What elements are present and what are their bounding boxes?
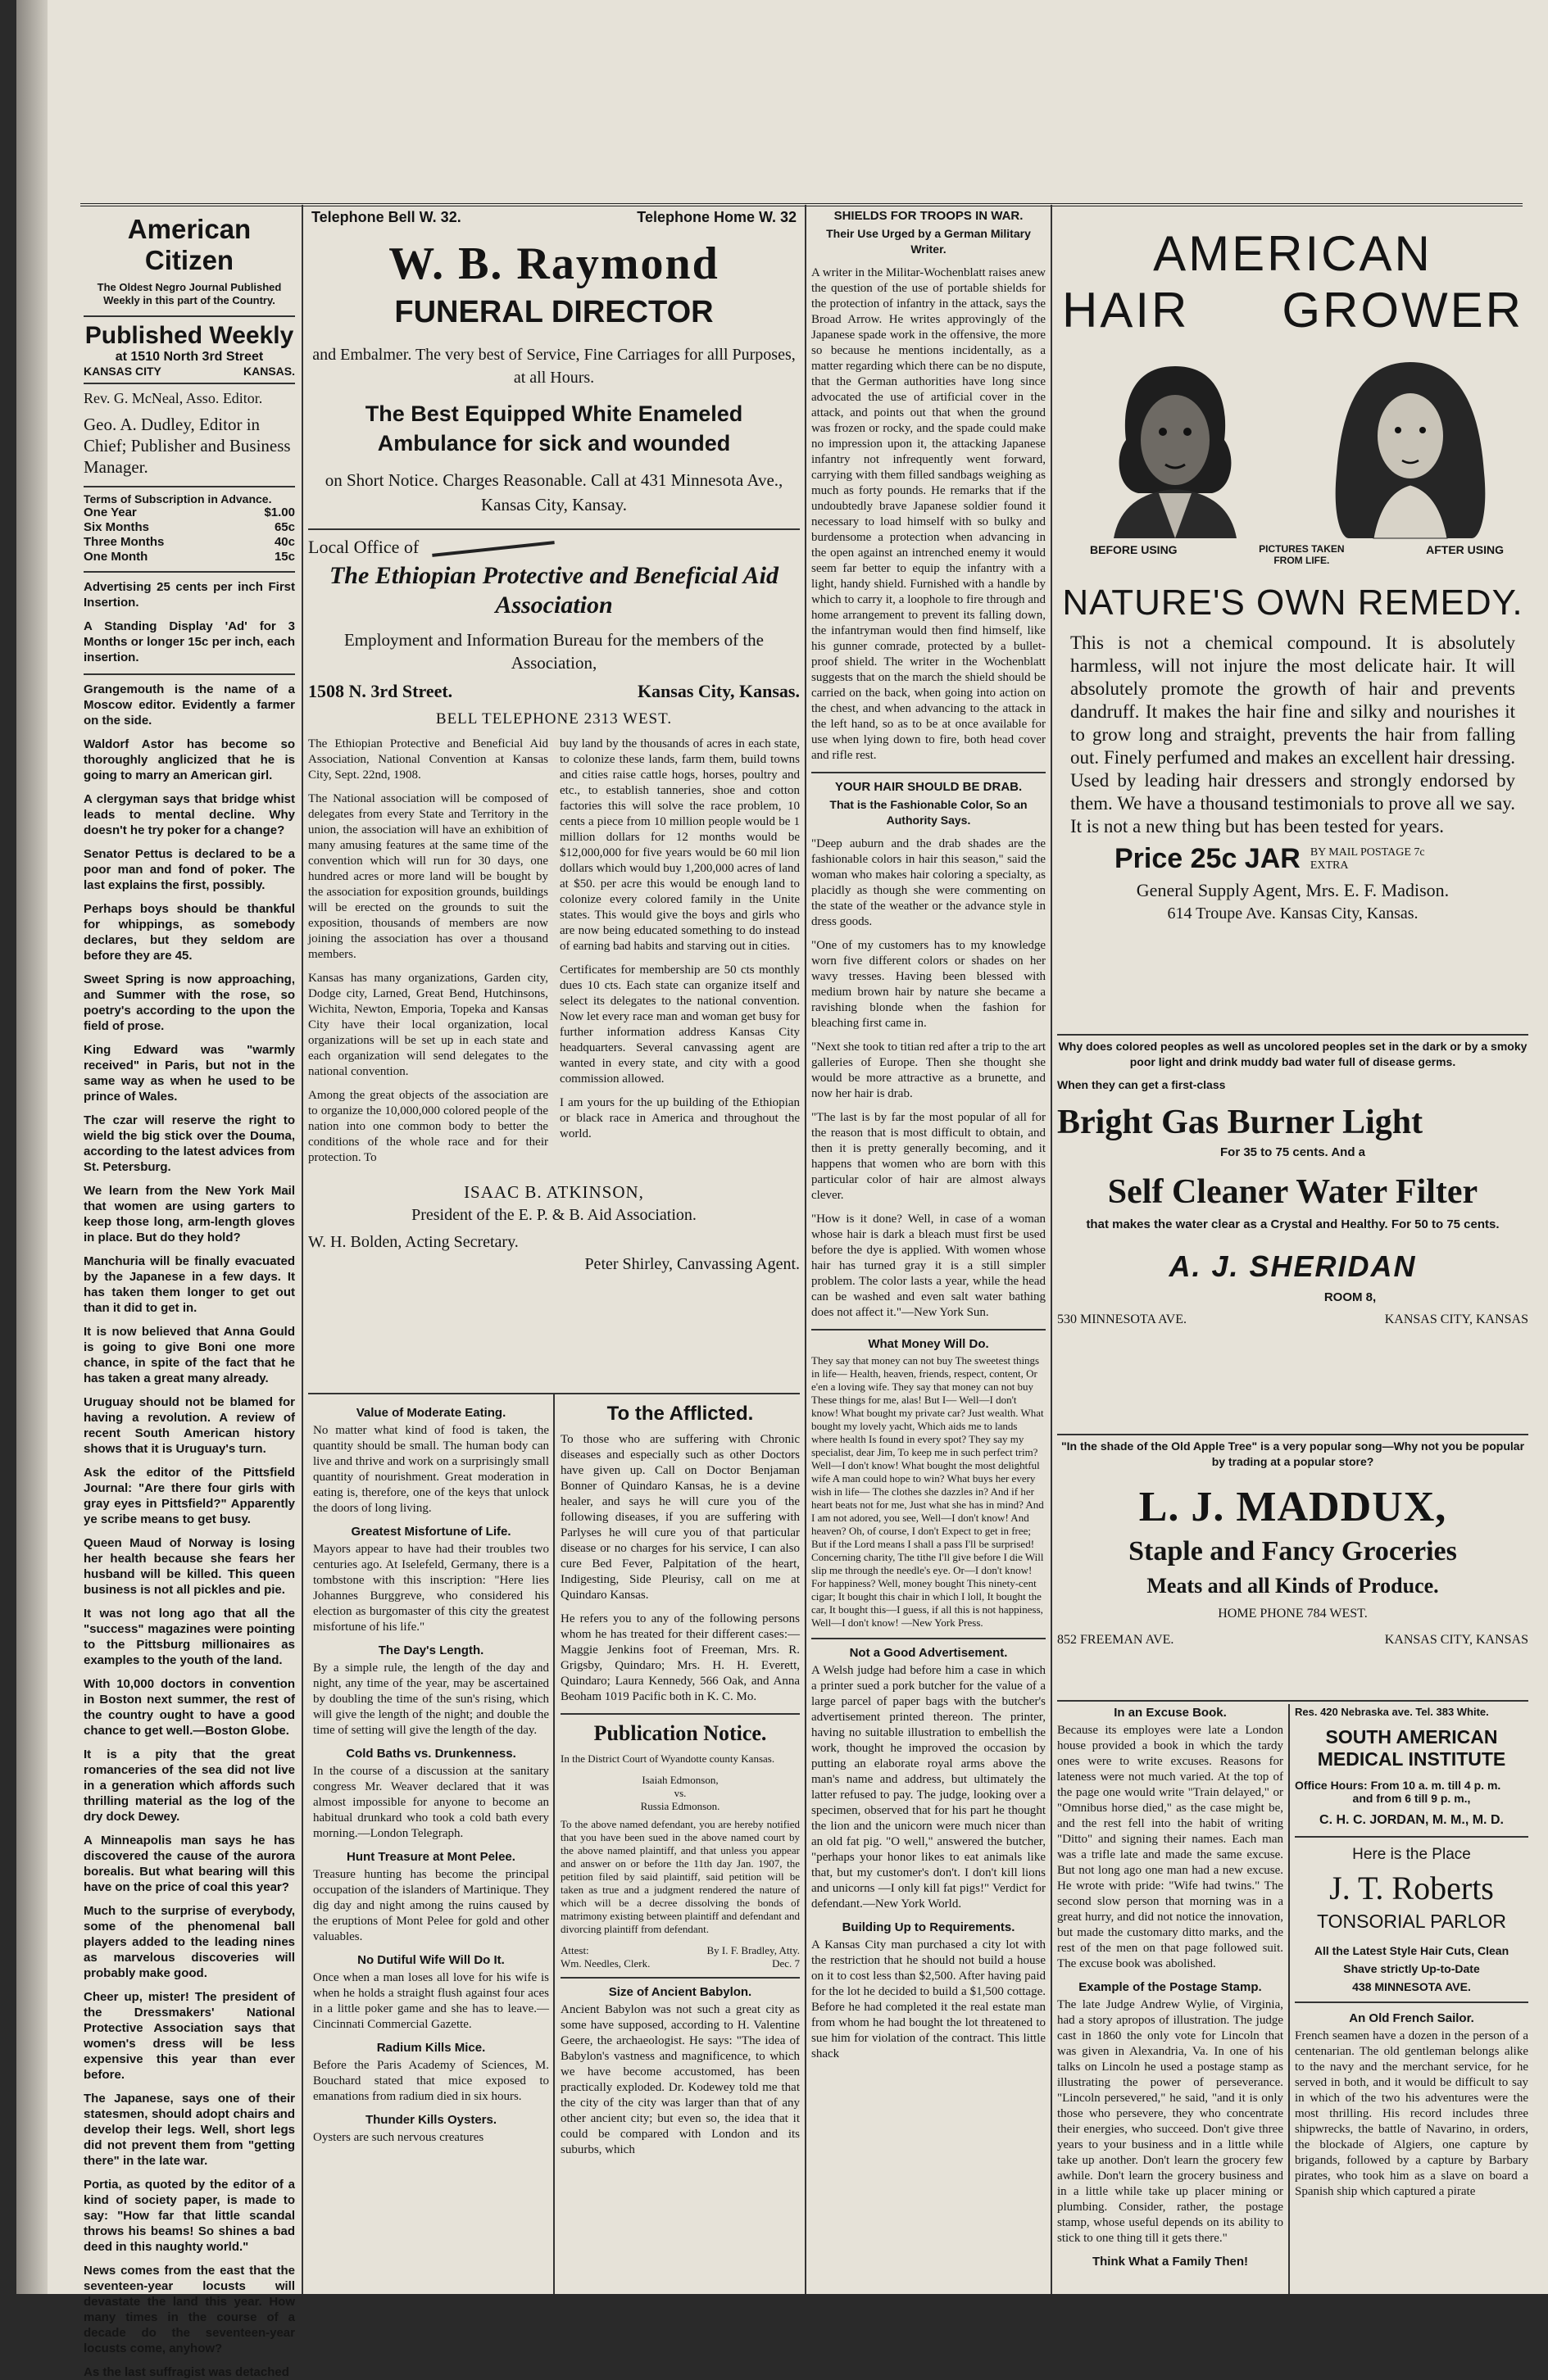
excuse-body: Because its employes were late a London house provided a book in which the tardy ones were to write excuses. Reasons for lateness were not much varied. At the top of the page one would write "Train delayed," or "Omnibus horse died," as the case might be, and the rest fell into the habit of writing "Ditto" and signing their names. Each man was a trifle late and made the same excuse. But not long ago one man had a new excuse. He wrote with pride: "Wife had twins." The second slow person that morning was in a great hurry, and did not notice the innovation, but made the customary ditto marks, and the rest of the men on that page followed suit. The excuse book was abolished. (1057, 1724, 1283, 1970)
article-body: No matter what kind of food is taken, the quantity should be small. The human body can live and thrive and work on a surprisingly small quantity of nourishment. Great moderation in eating is, therefore, one of the keys that unlock the doors of long living. (313, 1424, 549, 1515)
paragraph: I am yours for the up building of the Ethiopian or black race in America and throughout the world. (560, 1096, 800, 1140)
publication-title: Publication Notice. (593, 1721, 767, 1745)
hair-title-2b: GROWER (1282, 283, 1523, 338)
terms-title: Terms of Subscription in Advance. (84, 492, 272, 505)
ethiopian-phone: BELL TELEPHONE 2313 WEST. (435, 710, 673, 728)
sailor-headline: An Old French Sailor. (1349, 2011, 1474, 2025)
top-rule (80, 203, 1523, 206)
roberts-here: Here is the Place (1352, 1846, 1471, 1863)
publication-defendant: Russia Edmonson. (640, 1800, 720, 1812)
list-item: As the last suffragist was detached (84, 2365, 289, 2379)
raymond-line1: and Embalmer. The very best of Service, Fine Carriages for alll Purposes, at all Hours. (312, 346, 796, 387)
list-item: It is a pity that the great romanceries of the sea did not live in a generation which affords such thrilling material as the log of the dry dock Dewey. (84, 1748, 295, 1824)
masthead-title: American Citizen (127, 214, 252, 275)
paragraph: Certificates for membership are 50 cts monthly dues 10 cts. Each state can organize itself and select its delegates to the national convention. Now let every race man and woman get busy for further information address Kansas City headquarters. Several canvassing agent are wanted in every state, and city with a good commission allowed. (560, 963, 800, 1086)
divider (1057, 1700, 1528, 1702)
publication-attest: Attest: (561, 1944, 589, 1956)
maddux-line1: Staple and Fancy Groceries (1128, 1536, 1457, 1566)
hair-title-2a: HAIR (1062, 283, 1190, 338)
column-rule (1288, 1704, 1290, 2294)
babylon-body: Ancient Babylon was not such a great city as some have supposed, according to H. Valentine Geere, the archaeologist. He says: "The idea of Babylon's vastness and magnificence, to which we have become accustomed, has been practically exploded. Dr. Kodewey told me that the city of the city was larger than that of any other ancient city; but even so, the idea that it could be compared with London and its suburbs, which (561, 2003, 800, 2156)
article-headline: Value of Moderate Eating. (356, 1406, 506, 1420)
caption-before: BEFORE USING (1090, 543, 1178, 556)
after-portrait-image (1316, 350, 1505, 538)
short-items-column (313, 1399, 549, 2294)
masthead-city (84, 365, 295, 378)
institute-hours1: Office Hours: From 10 a. m. till 4 p. m. (1295, 1779, 1501, 1792)
publication-vs: vs. (674, 1787, 687, 1799)
article-body: Once when a man loses all love for his wife is when he holds a straight flush against four aces in a little poker game and she has to leave.—Cincinnati Commercial Gazette. (313, 1971, 549, 2031)
divider (561, 1977, 800, 1979)
paragraph: The National association will be composed of delegates from every State and Territory in the union, the association will have an exhibition of many amusing features at the same time of the convention which will run for 30 days, one hundred acres or more land will be bought by the association for exposition grounds, buildings will be erected on the grounds to suit the exposition, thousands of members are now joining the association has over a thousand members. (308, 792, 548, 961)
advertising-rate: Advertising 25 cents per inch First Insertion. (84, 580, 295, 610)
article-body: Treasure hunting has become the principal occupation of the islanders of Martinique. They dig day and night among the ruins caused by the eruptions of Mont Pelee for gold and other valuables. (313, 1868, 549, 1943)
maddux-city: KANSAS CITY, KANSAS (1384, 1633, 1528, 1647)
list-item: News comes from the east that the seventeen-year locusts will devastate the land this year. How many times in the course of a decade do the seventeen-year locusts come, anyhow? (84, 2264, 295, 2355)
published-weekly: Published Weekly (84, 322, 294, 349)
divider (811, 1329, 1046, 1331)
caption-middle: PICTURES TAKEN FROM LIFE. (1259, 543, 1345, 566)
hair-body: This is not a chemical compound. It is absolutely harmless, will not injure the most delicate hair. It will absolutely promote the growth of hair and prevents dandruff. It makes the hair fine and silky and nourishes it to grow long and straight, prevents the hair from falling out. Finely perfumed and makes an excellent hair dressing. Used by leading hair dressers and strongly endorsed by them. We have a thousand testimonials to prove all we say. It is not a new thing but has been tested for years. (1070, 632, 1515, 836)
shields-body: A writer in the Militar-Wochenblatt raises anew the question of the use of portable shields for the protection of infantry in the attack, says the Broad Arrow. He writes approvingly of the Japanese spade work in the offensive, the more so because he mentions incidentally, as a matter regarding which there can be no dispute, that the German authorities have long since advocated the use of artificial cover in the attack, and points out that when the ground was frozen or rocky, and the spade could make no impression upon it, the attacking Japanese infantry not infrequently went forward, carrying with them filled sandbags weighing as much as forty pounds. He remarks that if the undoubtedly brave Japanese soldier found it necessary to load himself with so bulky and burdensome a protection when advancing in the open against an intrenched enemy it would seem far better to equip the infantry with a light, handy shield. Furnished with a handle by which to carry it, a loophole to fire through and home arrangement to prevent its falling down, the infantryman would then find himself, like his gunner comrade, protected by a bullet-proof shield. The writer in the Wochenblatt suggests that on the march the shield should be carried on the back, when going into action on the chest, and when advancing to the attack in the left hand, so as to be at once available for use when lying down to fire, both head cover and rifle rest. (811, 266, 1046, 762)
paragraph: Kansas has many organizations, Garden city, Dodge city, Larned, Great Bend, Hutchinsons, Wichita, Newton, Emporia, Topeka and Kansas City have their local organization, local organizations will be set up in each state and each organization will send delegates to the national convention. (308, 972, 548, 1078)
list-item: A clergyman says that bridge whist leads to mental decline. Why doesn't he try poker for a change? (84, 792, 295, 837)
raymond-line3: on Short Notice. Charges Reasonable. Call at 431 Minnesota Ave., Kansas City, Kansay. (325, 470, 783, 515)
caption-after: AFTER USING (1426, 543, 1504, 556)
list-item: Portia, as quoted by the editor of a kind of society paper, is made to say: "How far that little scandal throws his beams! So shines a bad deed in this naughty world." (84, 2178, 295, 2254)
roberts-line2: Shave strictly Up-to-Date (1343, 1962, 1480, 1975)
table-row: One Year $1.00 (84, 505, 295, 519)
maddux-name: L. J. MADDUX, (1138, 1484, 1447, 1530)
table-row: Three Months 40c (84, 535, 295, 549)
institute-res: Res. 420 Nebraska ave. Tel. 383 White. (1295, 1706, 1489, 1718)
page-binding-edge (16, 0, 48, 2294)
portrait-captions (1090, 543, 1504, 566)
ethiopian-body-left (308, 737, 548, 1174)
afflicted-body: To those who are suffering with Chronic diseases and especially such as other Doctors have given up. Call on Doctor Benjaman Bonner of Quindaro Kansas, he is a devine healer, and says he will cure you of the following diseases, if you are suffering with Parlyses he will cure you of that particular disease or no charges for his service, I can also cure Bed Fever, Palpitation of the heart, Indigesting, Side Pleurisy, call on me at Quindaro Kansas. (561, 1433, 800, 1602)
phone-bell: Telephone Bell W. 32. (311, 209, 461, 225)
publication-court: In the District Court of Wyandotte county Kansas. (561, 1752, 775, 1765)
list-item: We learn from the New York Mail that women are using garters to keep those long, arm-length gloves in place. But do they hold? (84, 1184, 295, 1244)
list-item: It was not long ago that all the "success" magazines were pointing to the Pittsburg millionaires as examples to the youth of the land. (84, 1607, 295, 1667)
article-body: Before the Paris Academy of Sciences, M. Bouchard stated that mice exposed to emanations from radium died in six hours. (313, 2059, 549, 2103)
column-rule (1051, 205, 1052, 2294)
article-headline: Cold Baths vs. Drunkenness. (346, 1747, 516, 1761)
list-item: Senator Pettus is declared to be a poor man and fond of poker. The last explains the first, possibly. (84, 847, 295, 892)
divider (84, 315, 295, 317)
sheridan-ad (1057, 1039, 1528, 1465)
ethiopian-address-row (308, 681, 800, 702)
list-item: Grangemouth is the name of a Moscow editor. Evidently a farmer on the side. (84, 682, 295, 728)
table-row: Six Months 65c (84, 520, 295, 534)
maddux-intro: "In the shade of the Old Apple Tree" is a very popular song—Why not you be popular by trading at a popular store? (1060, 1439, 1525, 1468)
article-body: Mayors appear to have had their troubles two centuries ago. At Iselefeld, Germany, there is a tombstone with this inscription: "Here lies Johannes Burggreve, who considered his election as burgomaster of this city the greatest misfortune of his life." (313, 1543, 549, 1634)
shields-headline: SHIELDS FOR TROOPS IN WAR. (833, 209, 1024, 223)
sheridan-product1: Bright Gas Burner Light (1057, 1104, 1423, 1141)
sailor-body: French seamen have a dozen in the person of a centenarian. The old gentleman belongs alike to the navy and the merchant service, for he served in both, and it would be difficult to say in which of the two his adventures were the most thrilling. His record includes three shipwrecks, the battle of Navarino, in orders, the blockade of Algiers, one capture by brigands, followed by a capture by Barbary pirates, who took him as a slave on board a Spanish ship which captured a pirate (1295, 2029, 1528, 2198)
article-headline: No Dutiful Wife Will Do It. (357, 1953, 505, 1967)
acting-secretary: W. H. Bolden, Acting Secretary. (308, 1233, 519, 1251)
roberts-address: 438 MINNESOTA AVE. (1352, 1980, 1471, 1993)
publication-by: By I. F. Bradley, Atty. (706, 1944, 800, 1956)
column-rule (553, 1393, 555, 2294)
article-body: In the course of a discussion at the sanitary congress Mr. Weaver declared that it was almost impossible for anyone to become an habitual drunkard who took a cold bath every morning.—London Telegraph. (313, 1765, 549, 1840)
roberts-title: TONSORIAL PARLOR (1317, 1911, 1506, 1932)
raymond-title: FUNERAL DIRECTOR (394, 295, 714, 329)
masthead-column (84, 209, 295, 2379)
divider (84, 486, 295, 487)
sheridan-clear: that makes the water clear as a Crystal and Healthy. For 50 to 75 cents. (1086, 1217, 1500, 1231)
flourish-icon (432, 541, 555, 557)
ethiopian-address: 1508 N. 3rd Street. (308, 681, 453, 701)
list-item: A Minneapolis man says he has discovered the cause of the aurora borealis. But what bearing will this have on the price of coal this year? (84, 1834, 295, 1894)
building-headline: Building Up to Requirements. (842, 1920, 1015, 1934)
divider (1057, 1034, 1528, 1036)
not-good-headline: Not a Good Advertisement. (849, 1646, 1008, 1660)
divider (308, 528, 800, 530)
article-body: By a simple rule, the length of the day and night, any time of the year, may be ascertained by doubling the time of the sun's rising, which will give the length of the night; and double the time of setting will give the length of the day. (313, 1661, 549, 1737)
paragraph: buy land by the thousands of acres in each state, to colonize these lands, farm them, build towns and cities raise cattle hogs, horses, poultry and etc., to establish tanneries, shoe and cotton factories this will solve the race problem, 10 cents a piece from 10 million people would be 1 million dollars for 12 months would be $12,000,000 for five years would be 60 mil lion dollars which would buy 1,200,000 acres of land at $50. per acre this would be enough land to colonize every colored family in the Unite states. This would give the boys and girls who are now being educated something to do instead of earning bad habits and starving out in cities. (560, 737, 800, 953)
article-headline: Hunt Treasure at Mont Pelee. (347, 1850, 515, 1864)
list-item: Queen Maud of Norway is losing her health because she fears her husband will be killed. This queen business is not all pickles and pie. (84, 1536, 295, 1597)
maddux-phone: HOME PHONE 784 WEST. (1218, 1607, 1368, 1621)
list-item: Much to the surprise of everybody, some of the phenomenal ball players added to the leading nines as marvelous discoveries will probably make good. (84, 1904, 295, 1980)
phone-home: Telephone Home W. 32 (637, 209, 797, 225)
ethiopian-city: Kansas City, Kansas. (637, 681, 800, 701)
maddux-address: 852 FREEMAN AVE. (1057, 1633, 1174, 1647)
list-item: Perhaps boys should be thankful for whippings, as somebody declares, but they seldom are before they are 45. (84, 902, 295, 963)
publication-clerk: Wm. Needles, Clerk. (561, 1957, 651, 1970)
afflicted-title: To the Afflicted. (606, 1403, 754, 1425)
shields-subhead: Their Use Urged by a German Military Writer. (826, 227, 1031, 256)
news-items (84, 682, 295, 2380)
standing-ad-rate: A Standing Display 'Ad' for 3 Months or longer 15c per inch, each insertion. (84, 619, 295, 664)
sheridan-price1: For 35 to 75 cents. And a (1220, 1145, 1365, 1159)
hair-address: 614 Troupe Ave. Kansas City, Kansas. (1167, 904, 1419, 923)
article-headline: Greatest Misfortune of Life. (351, 1525, 511, 1539)
institute-roberts-column (1295, 1706, 1528, 2294)
institute-doctor: C. H. C. JORDAN, M. M., M. D. (1319, 1813, 1504, 1827)
masthead-tagline: The Oldest Negro Journal Published Weekly in this part of the Country. (97, 281, 282, 306)
institute-hours2: and from 6 till 9 p. m., (1352, 1792, 1471, 1805)
notices-column (561, 1399, 800, 2294)
column-rule (302, 205, 303, 2294)
article-headline: Radium Kills Mice. (376, 2041, 486, 2055)
sheridan-address-row (1057, 1312, 1528, 1327)
articles-column (811, 209, 1046, 2294)
raymond-phones (311, 209, 797, 226)
stamp-body: The late Judge Andrew Wylie, of Virginia, had a story apropos of illustration. The judge cast in 1860 the only vote for Lincoln that was given in Alexandria, Va. In one of his talks on Lincoln he used a postage stamp as illustrating the power of perseverance. "Lincoln persevered," he said, "and it is only those who persevere, they who concentrate their energies, who succeed. Don't give three years to your business and in a little while take up another. Don't learn the grocery few awhile. Don't learn the grocery business and in a little while take up placer mining or plumbing. Consider, rather, the postage stamp, whose useful depends on its ability to stick to one thing till it gets there." (1057, 1998, 1283, 2245)
institute-name2: MEDICAL INSTITUTE (1317, 1748, 1506, 1770)
publication-clerk-row (561, 1957, 800, 1970)
canvassing-agent: Peter Shirley, Canvassing Agent. (584, 1255, 800, 1273)
sheridan-product2: Self Cleaner Water Filter (1107, 1173, 1478, 1211)
maddux-line2: Meats and all Kinds of Produce. (1146, 1574, 1439, 1598)
column-rule (805, 205, 806, 2294)
publication-date: Dec. 7 (772, 1957, 800, 1970)
list-item: With 10,000 doctors in convention in Boston next summer, the rest of the country ought to have a good chance to get well.—Boston Globe. (84, 1677, 295, 1738)
publication-plaintiff: Isaiah Edmonson, (642, 1774, 719, 1786)
paragraph: Among the great objects of the association are to organize the 10,000,000 colored people of the nation into one common body to better the conditions of the whole race and for their protection. To (308, 1089, 548, 1164)
assoc-editor: Rev. G. McNeal, Asso. Editor. (84, 390, 263, 406)
family-headline: Think What a Family Then! (1092, 2255, 1248, 2269)
local-office-label: Local Office of (308, 537, 420, 557)
paragraph: "The last is by far the most popular of all for the reason that is most difficult to obtain, and then it is pretty generally becoming, and it happens that women who are born with this particular color of hair are almost always clever. (811, 1111, 1046, 1202)
paragraph: "Next she took to titian red after a trip to the art galleries of Europe. Then she thought she would be more attractive as a brunette, and now her hair is drab. (811, 1040, 1046, 1100)
divider (811, 772, 1046, 773)
divider (1057, 1434, 1528, 1435)
hair-remedy: NATURE'S OWN REMEDY. (1062, 583, 1523, 623)
paragraph: "How is it done? Well, in case of a woman whose hair is dark a bleach must first be used before the dye is applied. With women whose hair has turned gray it is a still simpler problem. The color lasts a year, while the head can be washed and even salt water bathing does not affect it."—New York Sun. (811, 1213, 1046, 1319)
maddux-ad (1057, 1439, 1528, 1701)
paragraph: "One of my customers has to my knowledge worn five different colors or shades on her wavy tresses. Having been blessed with medium brown hair by nature she became a ravishing blonde when the fashion for bleaching first came in. (811, 939, 1046, 1030)
divider (84, 383, 295, 384)
list-item: Waldorf Astor has become so thoroughly anglicized that he is going to marry an American girl. (84, 737, 295, 782)
list-item: The czar will reserve the right to wield the big stick over the Douma, according to the latest advices from St. Petersburg. (84, 1113, 295, 1174)
divider (561, 1713, 800, 1715)
money-headline: What Money Will Do. (868, 1337, 989, 1351)
divider (84, 571, 295, 573)
signer-name: ISAAC B. ATKINSON, (464, 1182, 644, 1202)
divider (1295, 2001, 1528, 2003)
list-item: King Edward was "warmly received" in Paris, but not in the same way as when he used to be prince of Wales. (84, 1043, 295, 1104)
paragraph: "Deep auburn and the drab shades are the fashionable colors in hair this season," said the woman who makes hair coloring a specialty, as placidly as though she were commenting on the state of the weather or the advance style in dress goods. (811, 837, 1046, 928)
money-poem: They say that money can not buy The sweetest things in life— Health, heaven, friends, respect, content, Or e'en a loving wife. They say that money can not buy These things for me, alas! But I— Well—I don't know! What bought my private car? Just wealth. What bought my lovely yacht, Which aids me to lands where health Is found in every spot? They say my specialist, dear Jim, To keep me in such perfect trim? Well—I don't know! What bought the most delightful wife A man could hope to win? What buys her every wish in life— The clothes she dazzles in? And if her heart beats not for me, Just what she has in mind? And I am not adored, you see, Well—I don't know! And heaven? Oh, of course, I don't Expect to get in free; But if the Lord means I shall a pass I'll be surprised! Concerning charity, The tithe I'll give before I die Will slip me through the needle's eye. Or—I don't know! For happiness? Well, money bought This ninety-cent cigar; It bought this chair in which I loll, It bought the car, It bought this—I guess, if all this is not happiness, Well—I don't know! —New York Press. (811, 1354, 1044, 1629)
roberts-name: J. T. Roberts (1329, 1870, 1494, 1906)
local-office (308, 537, 800, 558)
list-item: It is now believed that Anna Gould is going to give Boni one more chance, in spite of the fact that he has taken a great many already. (84, 1325, 295, 1385)
hair-mail: BY MAIL POSTAGE 7c EXTRA (1310, 845, 1425, 872)
publication-body: To the above named defendant, you are hereby notified that you have been sued in the above named court by the above named plaintiff, and that unless you appear and answer on or before the 11th day Jan. 1907, the petition filed by said plaintiff, said petition will be taken as true and a judgment rendered the nature of which will be a decree dissolving the bonds of matrimony existing between plaintiff and defendant and divorcing plaintiff from defendant. (561, 1818, 800, 1935)
divider (1295, 1836, 1528, 1838)
article-headline: Thunder Kills Oysters. (365, 2113, 497, 2127)
sheridan-when: When they can get a first-class (1057, 1078, 1226, 1091)
ethiopian-body (308, 737, 800, 1174)
stamp-headline: Example of the Postage Stamp. (1078, 1980, 1262, 1994)
divider (308, 1393, 800, 1394)
article-body: Oysters are such nervous creatures (313, 2131, 484, 2144)
drab-headline: YOUR HAIR SHOULD BE DRAB. (834, 780, 1023, 794)
before-portrait-image (1081, 350, 1269, 538)
ethiopian-employment: Employment and Information Bureau for the members of the Association, (343, 630, 765, 673)
roberts-line1: All the Latest Style Hair Cuts, Clean (1314, 1944, 1509, 1957)
city-right: KANSAS. (243, 365, 295, 378)
list-item: Cheer up, mister! The president of the Dressmakers' National Protective Association says that women's dress will be less expensive this year than ever before. (84, 1990, 295, 2082)
ethiopian-title: The Ethiopian Protective and Beneficial Aid Association (329, 562, 779, 619)
raymond-line2: The Best Equipped White Enameled Ambulance for sick and wounded (365, 401, 743, 456)
subscription-table (84, 505, 295, 564)
sheridan-room: ROOM 8, (1323, 1290, 1377, 1304)
paragraph: The Ethiopian Protective and Beneficial Aid Association, National Convention at Kansas City, Sept. 22nd, 1908. (308, 737, 548, 782)
masthead-address: at 1510 North 3rd Street (115, 350, 264, 364)
divider (811, 1638, 1046, 1639)
sheridan-address: 530 MINNESOTA AVE. (1057, 1312, 1187, 1326)
list-item: Manchuria will be finally evacuated by the Japanese in a few days. It has taken them longer to get out than it did to get in. (84, 1254, 295, 1315)
sheridan-intro: Why does colored peoples as well as uncolored peoples set in the dark or by a smoky poor light and drink muddy bad water full of disease germs. (1058, 1040, 1528, 1068)
editor-in-chief: Geo. A. Dudley, Editor in Chief; Publisher and Business Manager. (84, 415, 291, 477)
portraits-row (1057, 350, 1528, 538)
hair-title-row (1062, 282, 1523, 338)
list-item: The Japanese, says one of their statesmen, should adopt chairs and develop their legs. Well, short legs did not prevent them from "getting there" in the late war. (84, 2092, 295, 2168)
excuse-headline: In an Excuse Book. (1114, 1706, 1227, 1720)
hair-agent: General Supply Agent, Mrs. E. F. Madison. (1136, 880, 1450, 900)
sheridan-city: KANSAS CITY, KANSAS (1384, 1312, 1528, 1326)
list-item: Sweet Spring is now approaching, and Summer with the rose, so poetry's according to the upon the field of prose. (84, 972, 295, 1033)
article-headline: The Day's Length. (378, 1643, 484, 1657)
list-item: Ask the editor of the Pittsfield Journal: "Are there four girls with gray eyes in Pittsfield?" Apparently ye scribe means to get busy. (84, 1466, 295, 1526)
babylon-headline: Size of Ancient Babylon. (608, 1985, 752, 1999)
list-item: Uruguay should not be blamed for having a revolution. A review of recent South American history shows that it is Uruguay's turn. (84, 1395, 295, 1456)
newspaper-page (16, 0, 1548, 2379)
institute-name1: SOUTH AMERICAN (1325, 1726, 1498, 1748)
maddux-address-row (1057, 1633, 1528, 1648)
hair-price: Price 25c JAR (1114, 843, 1301, 874)
building-body: A Kansas City man purchased a city lot with the restriction that he should not build a house on it to cost less than $2,500. After having paid for the lot he decided to build a $1,500 cottage. Before he had completed it the real estate man from whom he had bought the lot threatened to sue him for violation of the contract. This little shack (811, 1938, 1046, 2060)
hair-title-1: AMERICAN (1153, 226, 1432, 281)
excuse-stamp-column (1057, 1706, 1283, 2294)
afflicted-references: He refers you to any of the following persons whom he has treated for their different cases:—Maggie Jenkins foot of Freeman, Mrs. R. Grigsby, Quindaro; Mrs. H. H. Everett, Quindaro; Laura Kennedy, 566 Oak, and Anna Beoham 1019 Pacific both in K. C. Mo. (561, 1612, 800, 1703)
raymond-ethiopian-column (308, 209, 800, 1389)
signer-title: President of the E. P. & B. Aid Association. (411, 1206, 697, 1224)
hair-price-row (1114, 843, 1528, 875)
hair-grower-ad (1057, 209, 1528, 1028)
not-good-body: A Welsh judge had before him a case in which a printer sued a pork butcher for the value of a large parcel of paper bags with the butcher's advertisement printed thereon. The printer, having no suitable illustration to embellish the work, thought he improved the occasion by putting an elaborate royal arms above the man's name and address, but ultimately the latter refused to pay. The judge, looking over a specimen, observed that for his part he thought the lion and the unicorn were much nicer than an old fat pig. "O well," answered the butcher, "perhaps your honor likes to eat animals like that, but my customer's don't. I don't kill lions and unicorns —I only kill fat pigs!" Verdict for defendant.—New York World. (811, 1664, 1046, 1911)
divider (84, 673, 295, 675)
city-left: KANSAS CITY (84, 365, 161, 378)
drab-subhead: That is the Fashionable Color, So an Authority Says. (829, 798, 1028, 827)
raymond-name: W. B. Raymond (388, 238, 720, 289)
sheridan-name: A. J. SHERIDAN (1169, 1249, 1417, 1283)
table-row: One Month 15c (84, 550, 295, 564)
ethiopian-body-right (560, 737, 800, 1174)
publication-attest-row (561, 1944, 800, 1957)
